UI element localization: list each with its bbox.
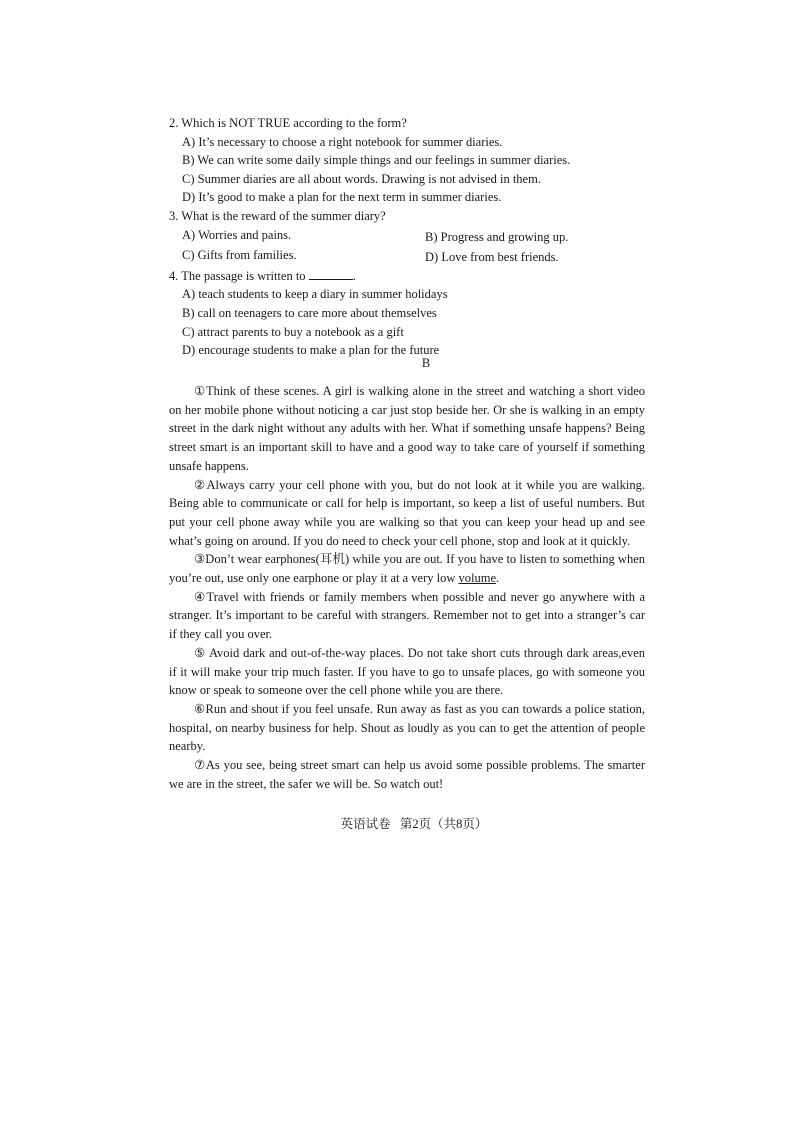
section-heading: B xyxy=(421,356,431,370)
question-4-option-c: C) attract parents to buy a notebook as a gift xyxy=(182,324,404,339)
page-footer xyxy=(17,814,794,832)
question-4-option-d: D) encourage students to make a plan for the future xyxy=(182,343,440,358)
answer-blank xyxy=(309,267,353,280)
question-3-options-row-1 xyxy=(182,226,649,247)
question-4-stem xyxy=(169,267,649,286)
question-2-option-b: B) We can write some daily simple things and our feelings in summer diaries. xyxy=(182,153,571,168)
footer-page-number: 第2页（共8页） xyxy=(399,817,488,831)
passage-paragraph-5: ⑤ Avoid dark and out-of-the-way places. Do not take short cuts through dark areas,even if it will make your trip much faster. If you have to go to unsafe places, go with someone you know or speak to someone over the cell phone while you are there. xyxy=(169,645,645,698)
reading-passage xyxy=(169,382,645,793)
question-3-options-row-2 xyxy=(182,246,649,267)
passage-paragraph-6: ⑥Run and shout if you feel unsafe. Run away as fast as you can towards a police station, hospital, on nearby business for help. Shout as loudly as you can to get the attention of people nearby. xyxy=(169,701,645,754)
question-3-option-a: A) Worries and pains. xyxy=(182,227,292,242)
question-3-stem: 3. What is the reward of the summer diary? xyxy=(169,208,386,223)
paragraph-3-text: ③Don’t wear earphones(耳机) while you are out. If you have to listen to something when you’re out, use only one earphone or play it at a very low xyxy=(169,552,645,586)
question-2-option-c: C) Summer diaries are all about words. Drawing is not advised in them. xyxy=(182,171,541,186)
passage-paragraph-4: ④Travel with friends or family members when possible and never go anywhere with a stranger. It’s important to be careful with strangers. Remember not to get into a stranger’s car if they call you over. xyxy=(169,589,645,642)
question-block xyxy=(169,114,649,360)
question-2-option-a: A) It’s necessary to choose a right notebook for summer diaries. xyxy=(182,134,503,149)
passage-paragraph-3 xyxy=(169,550,645,587)
question-3-option-c: C) Gifts from families. xyxy=(182,248,297,263)
passage-paragraph-2: ②Always carry your cell phone with you, but do not look at it while you are walking. Being able to communicate or call for help is important, so keep a list of useful numbers. But put your cell phone away while you are walking so that you can keep your head up and see what’s going on around. If you do need to check your cell phone, stop and look at it quickly. xyxy=(169,477,645,548)
question-3-option-d: D) Love from best friends. xyxy=(425,250,559,265)
footer-subject: 英语试卷 xyxy=(340,817,391,831)
question-2-option-d: D) It’s good to make a plan for the next term in summer diaries. xyxy=(182,190,502,205)
question-4-option-b: B) call on teenagers to care more about themselves xyxy=(182,305,437,320)
question-4-stem-end: . xyxy=(352,268,356,283)
question-4-option-a: A) teach students to keep a diary in summer holidays xyxy=(182,287,448,302)
question-3-option-b: B) Progress and growing up. xyxy=(425,229,569,244)
question-4-stem-text: 4. The passage is written to xyxy=(169,268,309,283)
paragraph-3-end: . xyxy=(496,571,500,586)
underlined-word: volume xyxy=(458,571,496,586)
question-2-stem: 2. Which is NOT TRUE according to the form? xyxy=(169,116,407,130)
passage-paragraph-7: ⑦As you see, being street smart can help us avoid some possible problems. The smarter we are in the street, the safer we will be. So watch out! xyxy=(169,758,645,791)
passage-paragraph-1: ①Think of these scenes. A girl is walking alone in the street and watching a short video on her mobile phone without noticing a car just stop beside her. Or she is walking in an empty street in the dark night without any adults with her. What if something unsafe happens? Being street smart is an important skill to have and a good way to take care of yourself if something unsafe happens. xyxy=(169,384,645,473)
